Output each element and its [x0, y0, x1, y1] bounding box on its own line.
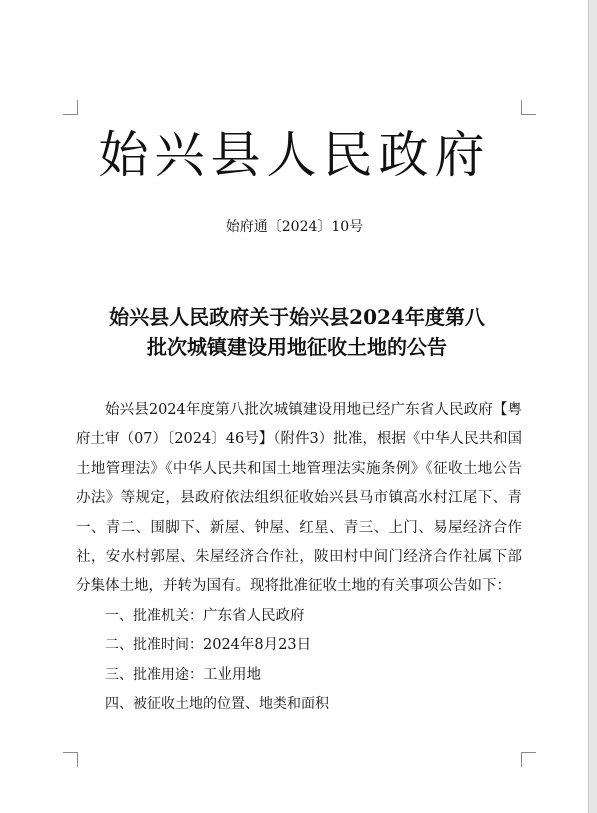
item-approved-use	[76, 661, 522, 690]
item-value: 工业用地	[203, 666, 261, 683]
item-approval-authority	[76, 602, 522, 631]
issuer-header: 始兴县人民政府	[98, 126, 491, 184]
item-label: 二、批准时间：	[105, 637, 203, 654]
item-approval-date	[76, 631, 522, 660]
item-land-location	[76, 690, 522, 719]
title-line-2: 批次城镇建设用地征收土地的公告	[147, 335, 447, 359]
item-value: 广东省人民政府	[203, 607, 305, 624]
title-line-1: 始兴县人民政府关于始兴县2024年度第八	[109, 305, 485, 329]
document-number: 始府通〔2024〕10号	[225, 219, 364, 235]
crop-mark-bottom-right	[521, 752, 536, 767]
crop-mark-bottom-left	[63, 752, 78, 767]
announcement-title	[70, 302, 524, 362]
item-value: 2024年8月23日	[203, 637, 312, 654]
body-paragraph: 始兴县2024年度第八批次城镇建设用地已经广东省人民政府【粤府土审（07）〔2024〕46号】（附件3）批准，根据《中华人民共和国土地管理法》《中华人民共和国土地管理法实施条例》《征收土地公告办法》等规定，县政府依法组织征收始兴县马市镇高水村江尾下、青一、青二、围脚下、新屋、钟屋、红星、青三、上门、易屋经济合作社，安水村郭屋、朱屋经济合作社，陂田村中间门经济合作社属下部分集体土地，并转为国有。现将批准征收土地的有关事项公告如下：	[76, 402, 522, 595]
item-label: 一、批准机关：	[105, 607, 203, 624]
body-text	[76, 396, 522, 719]
item-label: 四、被征收土地的位置、地类和面积	[105, 696, 329, 713]
crop-mark-top-right	[521, 100, 536, 115]
crop-mark-top-left	[63, 100, 78, 115]
item-label: 三、批准用途：	[105, 666, 203, 683]
